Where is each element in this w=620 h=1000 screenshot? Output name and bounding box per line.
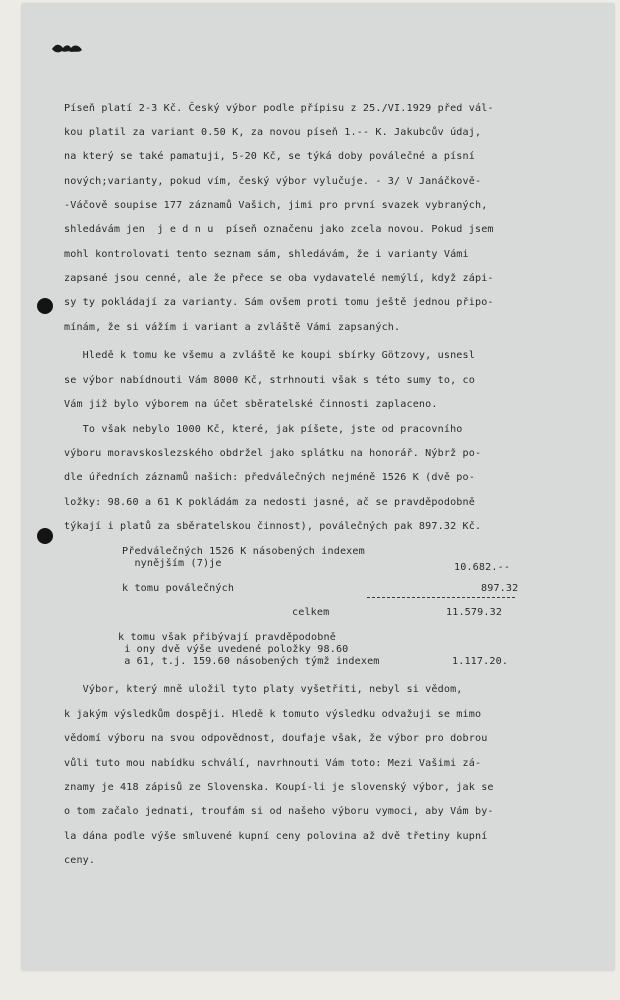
text-line: znamy je 418 zápisů ze Slovenska. Koupí-li je slovenský výbor, jak se xyxy=(64,782,494,793)
calc-row2-value: 897.32 xyxy=(481,583,519,594)
text-line: týkají i platů za sběratelskou činnost), poválečných pak 897.32 Kč. xyxy=(64,521,482,532)
text-line: vůli tuto mou nabídku schválí, navrhnouti Vám toto: Mezi Vašimi zá- xyxy=(64,758,482,769)
text-line: nových;varianty, pokud vím, český výbor vylučuje. - 3/ V Janáčkově- xyxy=(64,176,482,187)
calc-note-value: 1.117.20. xyxy=(452,656,509,667)
calc-total-value: 11.579.32 xyxy=(446,607,503,618)
text-line: kou platil za variant 0.50 K, za novou píseň 1.-- K. Jakubcův údaj, xyxy=(64,127,482,138)
text-line: sy ty pokládají za varianty. Sám ovšem proti tomu ještě jednou připo- xyxy=(64,297,494,308)
calc-total-label: celkem xyxy=(292,607,330,618)
text-line: vědomí výboru na svou odpovědnost, doufaje však, že výbor pro dobrou xyxy=(64,733,488,744)
calc-note: k tomu však přibývají pravděpodobně xyxy=(118,632,336,643)
calc-note-cont: i ony dvě výše uvedené položky 98.60 xyxy=(118,644,349,655)
text-line: mohl kontrolovati tento seznam sám, shledávám, že i varianty Vámi xyxy=(64,249,469,260)
text-line: To však nebylo 1000 Kč, které, jak píšete, jste od pracovního xyxy=(64,424,463,435)
text-line: Výbor, který mně uložil tyto platy vyšetřiti, nebyl si vědom, xyxy=(64,684,463,695)
text-line: Hledě k tomu ke všemu a zvláště ke koupi sbírky Götzovy, usnesl xyxy=(64,350,475,361)
calc-row2-label: k tomu poválečných xyxy=(122,583,235,594)
calc-row1-label-cont: nynějším (7)je xyxy=(122,558,222,569)
text-line: shledávám jen j e d n u píseň označenu jako zcela novou. Pokud jsem xyxy=(64,224,494,235)
punch-hole-upper xyxy=(37,298,53,314)
text-line: Píseň platí 2-3 Kč. Český výbor podle přípisu z 25./VI.1929 před vál- xyxy=(64,103,494,114)
text-line: mínám, že si vážím i variant a zvláště Vámi zapsaných. xyxy=(64,322,401,333)
sum-rule xyxy=(367,597,515,598)
paper-sheet xyxy=(22,4,614,970)
punch-hole-lower xyxy=(37,528,53,544)
text-line: la dána podle výše smluvené kupní ceny polovina až dvě třetiny kupní xyxy=(64,831,488,842)
text-line: o tom začalo jednati, troufám si od našeho výboru vymoci, aby Vám by- xyxy=(64,806,494,817)
text-line: zapsané jsou cenné, ale že přece se oba vydavatelé nemýlí, když zápi- xyxy=(64,273,494,284)
text-line: ložky: 98.60 a 61 K pokládám za nedosti jasné, ač se pravděpodobně xyxy=(64,497,475,508)
calc-row1-value: 10.682.-- xyxy=(454,562,511,573)
text-line: výboru moravskoslezského obdržel jako splátku na honorář. Nýbrž po- xyxy=(64,448,482,459)
text-line: ceny. xyxy=(64,855,96,866)
text-line: dle úředních záznamů našich: předválečných nejméně 1526 K (dvě po- xyxy=(64,472,475,483)
text-line: -Váčově soupise 177 záznamů Vašich, jimi pro první svazek vybraných, xyxy=(64,200,488,211)
ink-smudge-mark xyxy=(50,41,84,55)
text-line: k jakým výsledkům dospěji. Hledě k tomuto výsledku odvažuji se mimo xyxy=(64,709,482,720)
calc-row1-label: Předválečných 1526 K násobených indexem xyxy=(122,546,365,557)
calc-note-cont: a 61, t.j. 159.60 násobených týmž indexem xyxy=(118,656,380,667)
text-line: se výbor nabídnouti Vám 8000 Kč, strhnouti však s této sumy to, co xyxy=(64,375,475,386)
text-line: Vám již bylo výborem na účet sběratelské činnosti zaplaceno. xyxy=(64,399,438,410)
text-line: na který se také pamatuji, 5-20 Kč, se týká doby poválečné a písní xyxy=(64,151,475,162)
